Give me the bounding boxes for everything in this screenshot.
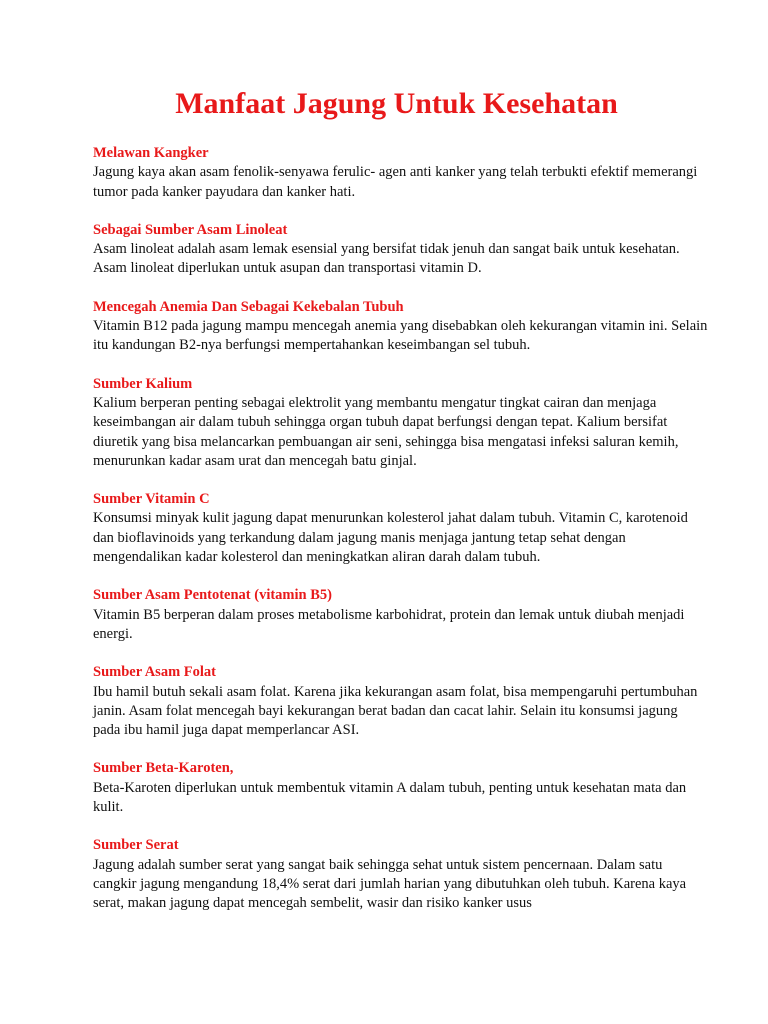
section-heading: Sumber Asam Pentotenat (vitamin B5) [93,587,332,604]
section-heading: Sebagai Sumber Asam Linoleat [93,221,288,238]
section-beta-karoten [93,759,708,817]
section-body: Vitamin B12 pada jagung mampu mencegah anemia yang disebabkan oleh kekurangan vitamin ini. Selain itu kandungan B2-nya berfungsi mempertahankan keseimbangan sel tubuh. [93,318,708,354]
section-body: Kalium berperan penting sebagai elektrolit yang membantu mengatur tingkat cairan dan menjaga keseimbangan air dalam tubuh sehingga organ tubuh dapat berfungsi dengan tepat. Kalium bersifat diuretik yang bisa melancarkan pembuangan air seni, sehingga bisa mengatasi infeksi saluran kemih, menurunkan kadar asam urat dan mencegah batu ginjal. [93,394,679,469]
section-melawan-kangker [93,144,708,202]
section-body: Ibu hamil butuh sekali asam folat. Karena jika kekurangan asam folat, bisa mempengaruhi pertumbuhan janin. Asam folat mencegah bayi kekurangan berat badan dan cacat lahir. Selain itu konsumsi jagung pada ibu hamil juga dapat memperlancar ASI. [93,683,698,739]
section-asam-folat [93,663,708,740]
section-heading: Sumber Serat [93,837,179,854]
page-title: Manfaat Jagung Untuk Kesehatan [175,87,618,120]
section-heading: Sumber Kalium [93,375,193,392]
section-sumber-vitamin-c [93,490,708,567]
section-heading: Mencegah Anemia Dan Sebagai Kekebalan Tubuh [93,298,404,315]
section-body: Beta-Karoten diperlukan untuk membentuk vitamin A dalam tubuh, penting untuk kesehatan mata dan kulit. [93,779,687,816]
section-sumber-serat [93,836,708,913]
section-body: Vitamin B5 berperan dalam proses metabolisme karbohidrat, protein dan lemak untuk diubah menjadi energi. [93,606,685,642]
section-mencegah-anemia [93,298,708,356]
section-heading: Sumber Vitamin C [93,491,210,508]
section-sumber-kalium [93,375,708,471]
section-body: Konsumsi minyak kulit jagung dapat menurunkan kolesterol jahat dalam tubuh. Vitamin C, karotenoid dan bioflavinoids yang terkandung dalam jagung manis menjaga jantung tetap sehat dengan mengendalikan kadar kolesterol dan meningkatkan aliran darah dalam tubuh. [93,510,688,566]
section-body: Asam linoleat adalah asam lemak esensial yang bersifat tidak jenuh dan sangat baik untuk kesehatan. Asam linoleat diperlukan untuk asupan dan transportasi vitamin D. [93,241,680,277]
section-body: Jagung adalah sumber serat yang sangat baik sehingga sehat untuk sistem pencernaan. Dalam satu cangkir jagung mengandung 18,4% serat dari jumlah harian yang dibutuhkan oleh tubuh. Karena kaya serat, makan jagung dapat mencegah sembelit, wasir dan risiko kanker usus [93,856,687,912]
section-heading: Melawan Kangker [93,145,209,161]
section-heading: Sumber Asam Folat [93,664,216,681]
section-heading: Sumber Beta-Karoten, [93,760,234,777]
section-body: Jagung kaya akan asam fenolik-senyawa ferulic- agen anti kanker yang telah terbukti efektif memerangi tumor pada kanker payudara dan kanker hati. [93,164,698,200]
section-asam-pentotenat [93,586,708,644]
section-asam-linoleat [93,221,708,279]
